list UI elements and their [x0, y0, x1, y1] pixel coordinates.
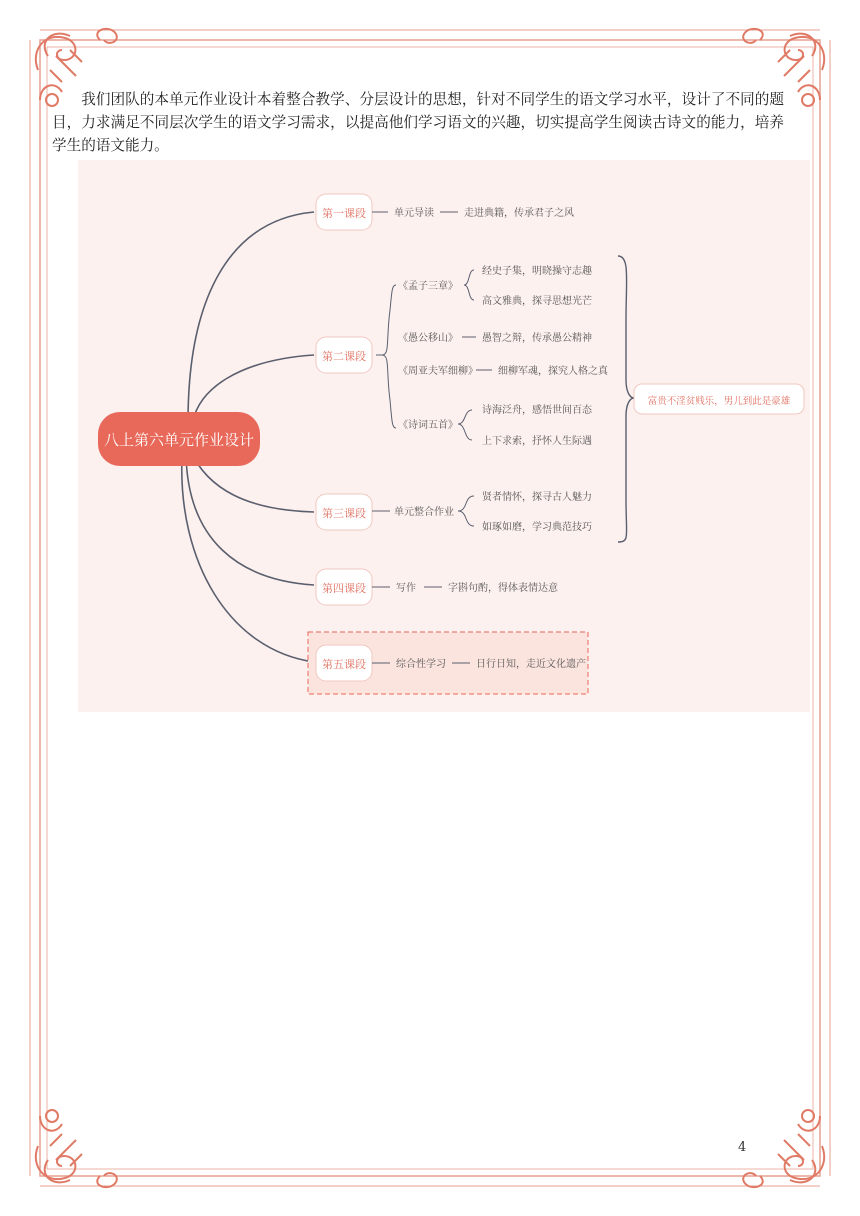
section-node-4: [316, 569, 558, 605]
intro-paragraph: 我们团队的本单元作业设计本着整合教学、分层设计的思想，针对不同学生的语文学习水平，设计了不同的题目，力求满足不同层次学生的语文学习需求，以提高他们学习语文的兴趣，切实提高学生阅读古诗文的能力，培养学生的语文能力。: [52, 91, 784, 154]
page-number: 4: [738, 1140, 747, 1155]
section-node-3: [316, 490, 592, 533]
detail-yugong: 愚智之辩，传承愚公精神: [482, 333, 592, 344]
sub-item-mengzi: 《孟子三章》: [398, 281, 458, 292]
sub-item-shici: 《诗词五首》: [398, 420, 458, 431]
section-4-item: 写作: [396, 583, 416, 594]
mind-map: [78, 160, 810, 712]
section-3-detail-2: 如琢如磨，学习典范技巧: [482, 522, 592, 533]
summary-node: [634, 384, 804, 414]
section-node-2: [316, 264, 609, 447]
section-1-label: 第一课段: [322, 207, 366, 220]
sub-item-zhouyafu: 《周亚夫军细柳》: [398, 366, 478, 377]
section-5-item: 综合性学习: [396, 659, 446, 670]
section-node-5: [308, 632, 588, 694]
root-label: 八上第六单元作业设计: [103, 431, 255, 449]
detail-mengzi-2: 高文雅典，探寻思想光芒: [482, 296, 592, 307]
section-4-label: 第四课段: [322, 582, 366, 595]
summary-bracket: [618, 256, 634, 542]
section-1-item: 单元导读: [394, 208, 434, 219]
detail-mengzi-1: 经史子集，明晓操守志趣: [482, 266, 592, 277]
section-2-label: 第二课段: [322, 350, 366, 363]
section-3-item: 单元整合作业: [394, 507, 454, 518]
section-3-label: 第三课段: [322, 507, 366, 520]
section-1-detail: 走进典籍，传承君子之风: [464, 208, 574, 219]
mind-map-root: [98, 412, 260, 466]
section-3-detail-1: 贤者情怀，探寻古人魅力: [482, 492, 592, 503]
section-4-detail: 字斟句酌，得体表情达意: [448, 583, 558, 594]
detail-shici-1: 诗海泛舟，感悟世间百态: [482, 405, 592, 416]
section-5-label: 第五课段: [322, 658, 366, 671]
detail-shici-2: 上下求索，抒怀人生际遇: [482, 436, 592, 447]
detail-zhouyafu: 细柳军魂，探究人格之真: [498, 366, 608, 377]
section-5-detail: 日行日知，走近文化遗产: [476, 659, 586, 670]
section-node-1: [316, 194, 574, 230]
sub-item-yugong: 《愚公移山》: [398, 333, 458, 344]
summary-label: 富贵不淫贫贱乐，男儿到此是豪雄: [647, 396, 791, 407]
